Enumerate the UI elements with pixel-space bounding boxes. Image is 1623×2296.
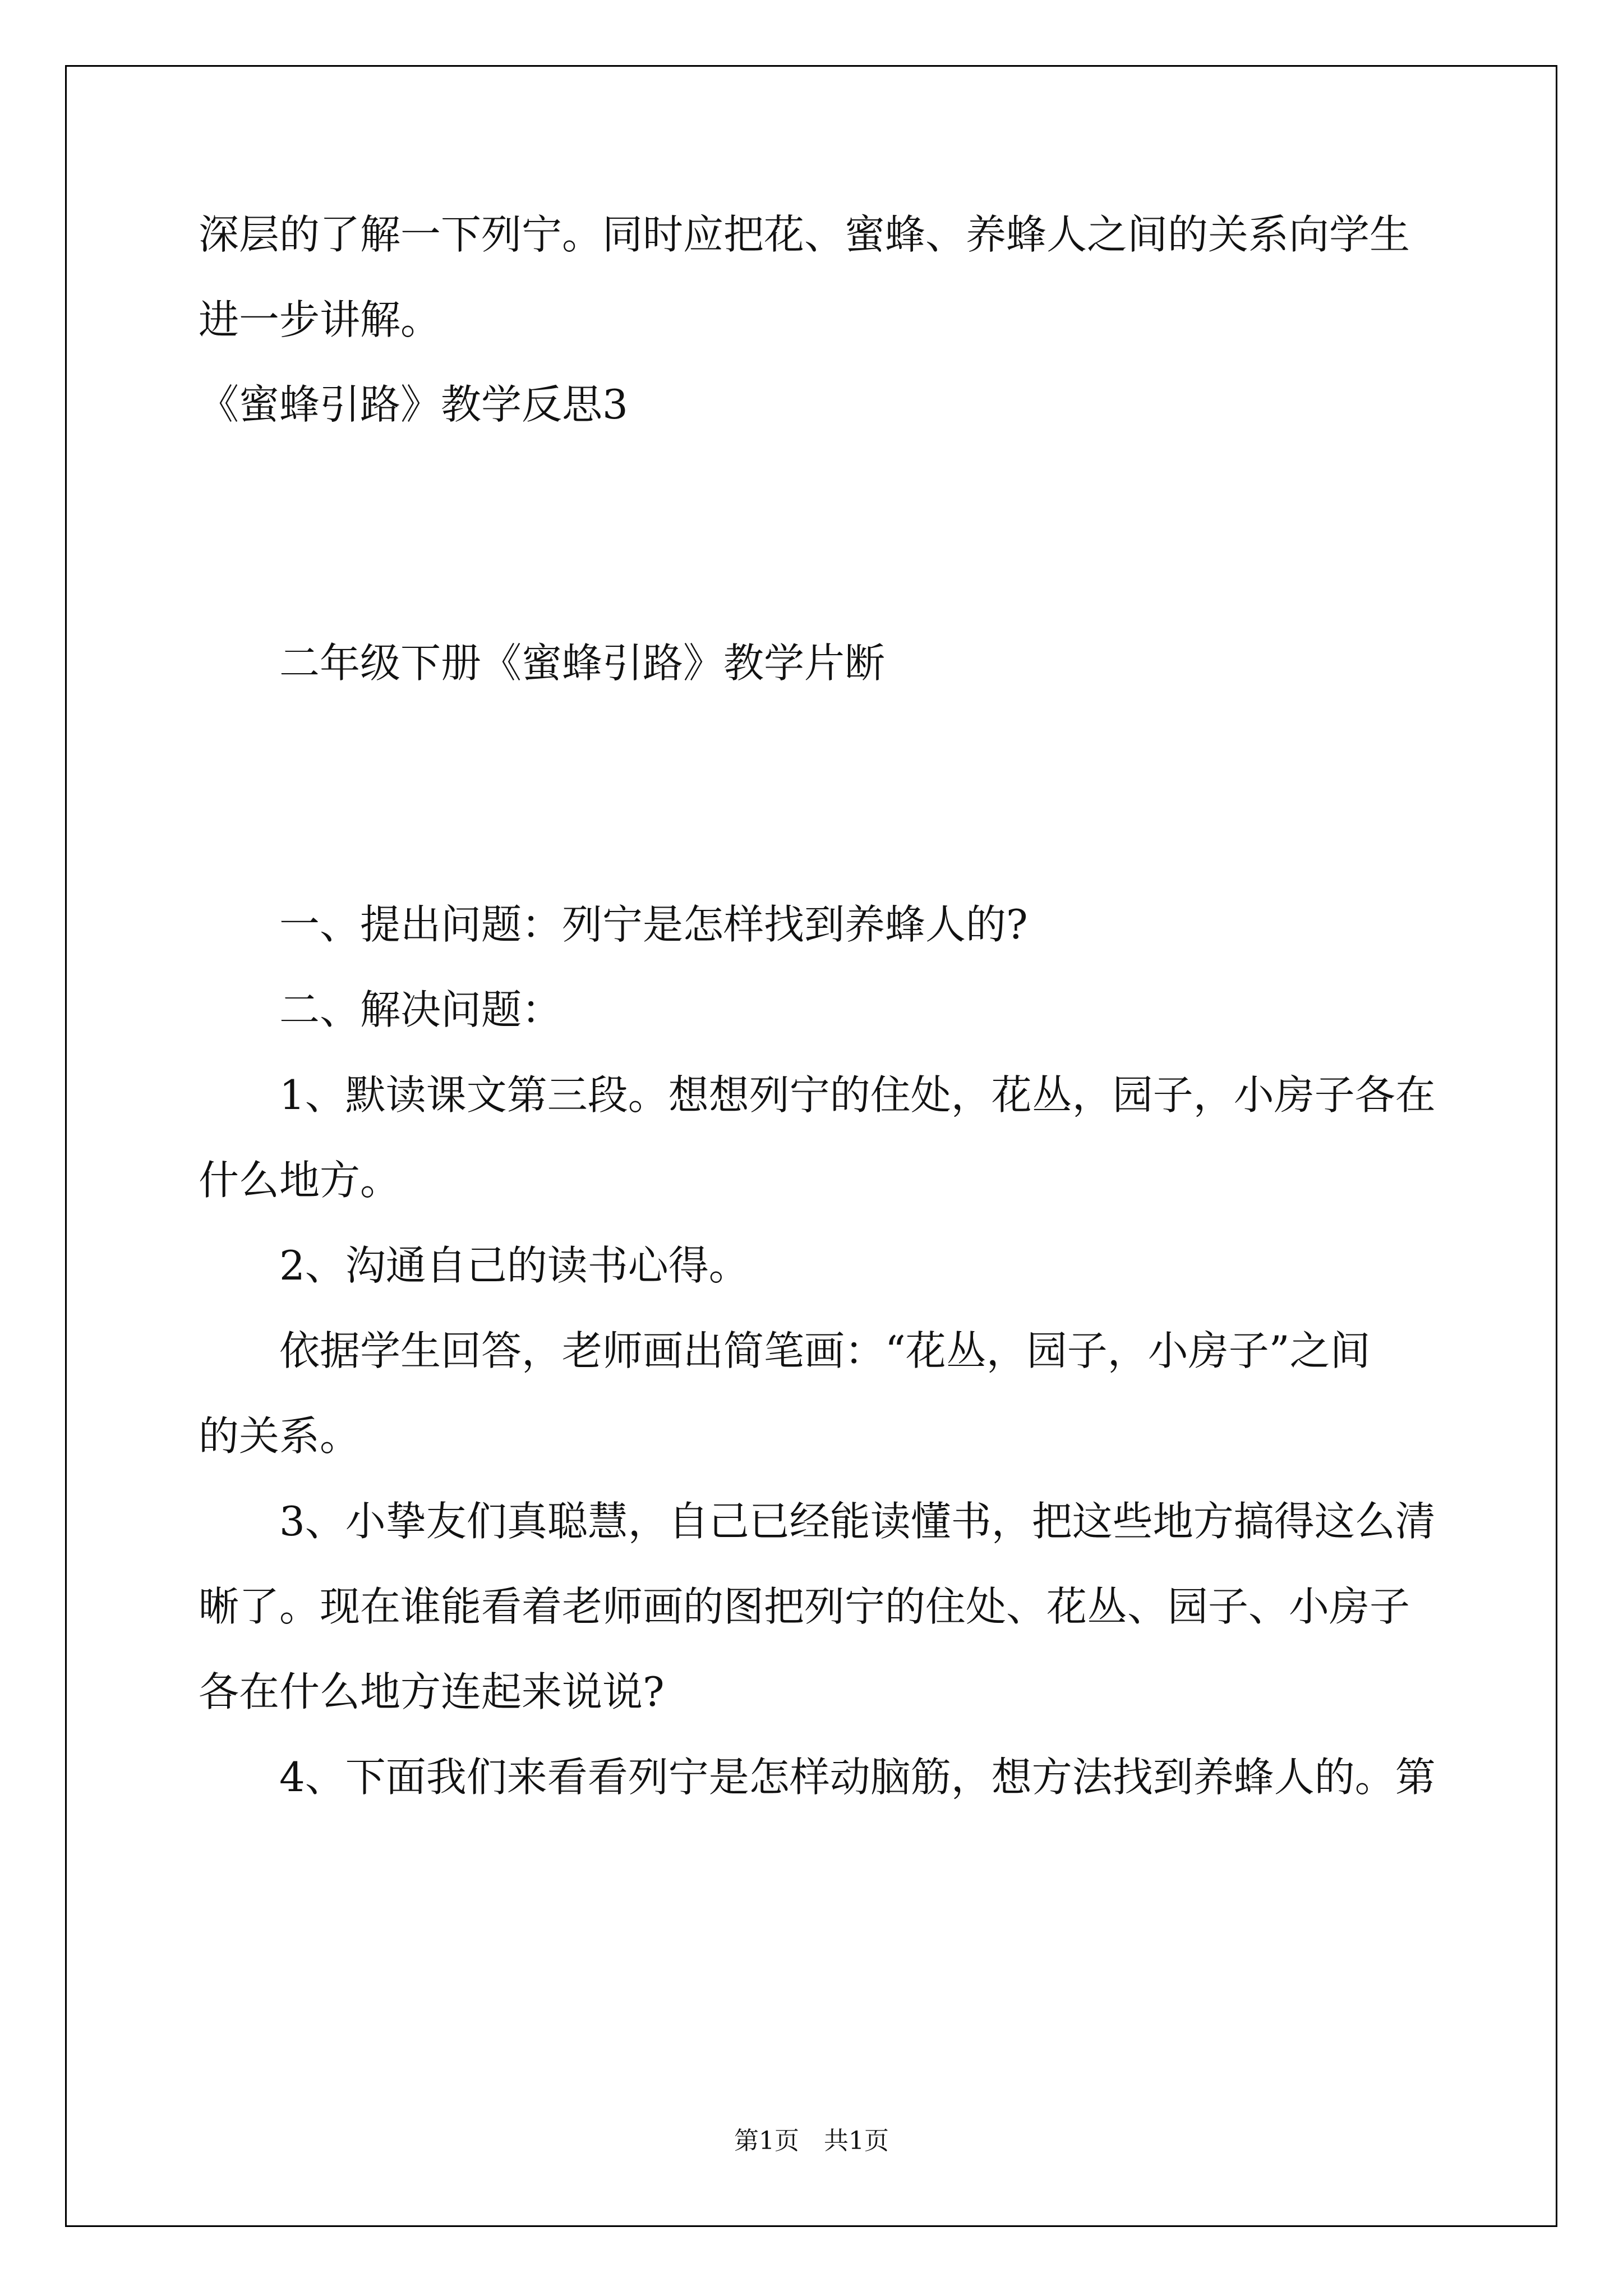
text-line: 什么地方。 — [199, 1157, 401, 1204]
text-line: 一、提出问题：列宁是怎样找到养蜂人的? — [279, 901, 1028, 948]
page-footer: 第1页 共1页 — [734, 2127, 889, 2155]
text-line: 晰了。现在谁能看着老师画的图把列宁的住处、花丛、园子、小房子 — [199, 1583, 1410, 1630]
text-line: 依据学生回答，老师画出简笔画：“花丛，园子，小房子”之间 — [279, 1327, 1371, 1374]
text-line: 2、沟通自己的读书心得。 — [279, 1242, 749, 1289]
text-line: 二、解决问题： — [279, 986, 562, 1033]
section-heading: 《蜜蜂引路》教学反思3 — [199, 381, 628, 428]
text-line: 各在什么地方连起来说说? — [199, 1668, 665, 1715]
text-line: 进一步讲解。 — [199, 296, 441, 343]
text-line: 4、下面我们来看看列宁是怎样动脑筋，想方法找到养蜂人的。第 — [279, 1754, 1436, 1801]
text-line: 1、默读课文第三段。想想列宁的住处，花丛，园子，小房子各在 — [279, 1071, 1436, 1119]
text-line: 3、小挚友们真聪慧，自己已经能读懂书，把这些地方搞得这么清 — [279, 1498, 1436, 1545]
text-line: 深层的了解一下列宁。同时应把花、蜜蜂、养蜂人之间的关系向学生 — [199, 211, 1410, 258]
subtitle: 二年级下册《蜜蜂引路》教学片断 — [279, 639, 886, 687]
text-line: 的关系。 — [199, 1412, 361, 1460]
